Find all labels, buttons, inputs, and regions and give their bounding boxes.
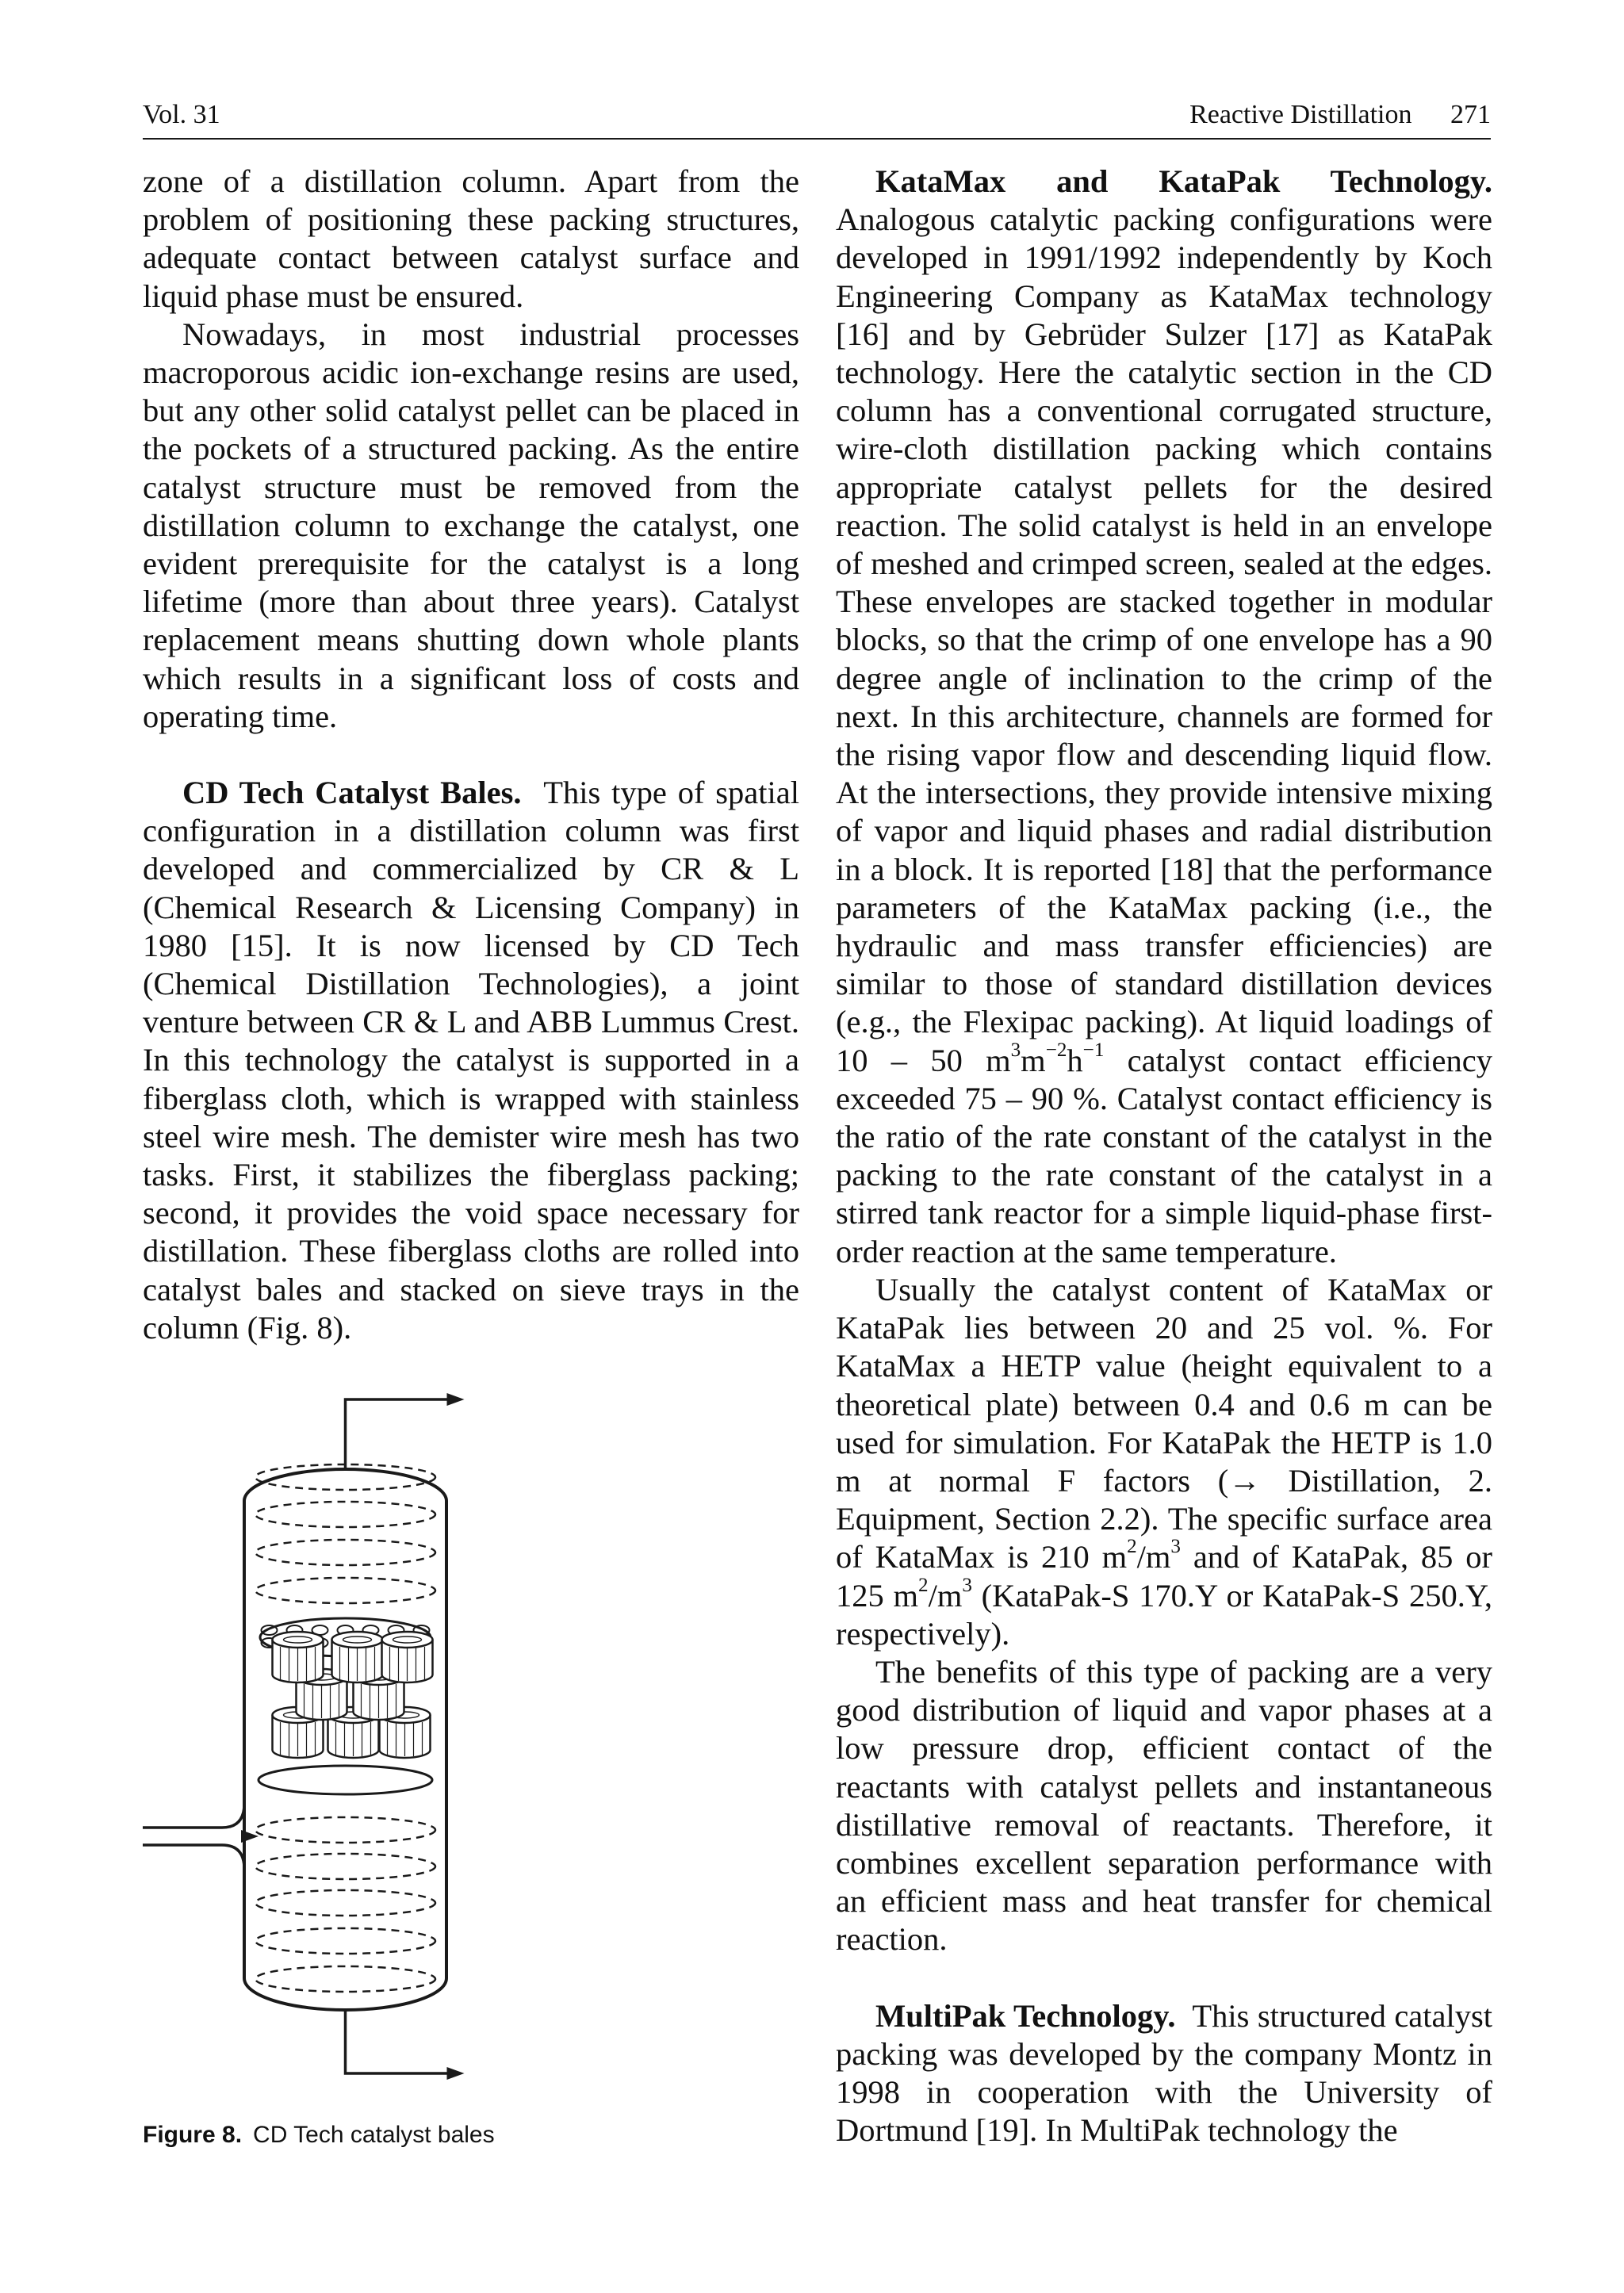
paragraph-benefits: The benefits of this type of packing are a very good distribution of liquid and vapor phases at a low pressure drop, efficient contact of the reactants with catalyst pellets and instantaneous distillative removal of reactants. Therefore, it combines excellent separation performance with an efficient mass and heat transfer for chemical reaction. [836,1653,1492,1958]
paragraph-zone: zone of a distillation column. Apart from the problem of positioning these packing structures, adequate contact between catalyst surface and liquid phase must be ensured. [143,163,799,314]
volume-label: Vol. 31 [143,100,220,129]
katamax-text-2: catalyst contact efficiency exceeded 75 – 90 %. Catalyst contact efficiency is the ratio of the rate constant of the catalyst in the packing to the rate constant of the catalyst in a stirred tank reactor for a simple liquid-phase first-order reaction at the same temperature. [836,1042,1492,1269]
feed-inlet-upper [143,1804,244,1828]
usually-sup-2: 3 [1170,1536,1181,1558]
katamax-unit-h: h [1067,1042,1083,1078]
usually-text-1: Usually the catalyst content of KataMax or KataPak lies between 20 and 25 vol. %. For KataMax a HETP value (height equivalent to a theoretical plate) between 0.4 and 0.6 m can be used for simulation. For KataPak the HETP is 1.0 m at normal F factors (→ Distillation, 2. Equipment, Section 2.2). The specific surface area of KataMax is 210 m [836,1271,1492,1575]
cd-tech-text: This type of spatial configuration in a distillation column was first developed and commercialized by CR & L (Chemical Research & Licensing Company) in 1980 [15]. It is now licensed by CD Tech (Chemical Distillation Technologies), a joint venture between CR & L and ABB Lummus Crest. In this technology the catalyst is supported in a fiberglass cloth, which is wrapped with stainless steel wire mesh. The demister wire mesh has two tasks. First, it stabilizes the fiberglass packing; second, it provides the void space necessary for distillation. These fiberglass cloths are rolled into catalyst bales and stacked on sieve trays in the column (Fig. 8). [143,775,800,1346]
dashed-tray [255,1966,435,1992]
usually-text-2: and of KataPak, 85 or 125 m [836,1539,1492,1614]
katamax-sup-3: −1 [1082,1039,1105,1061]
support-plate [259,1766,432,1794]
usually-text-3: (KataPak-S 170.Y or KataPak-S 250.Y, respectively). [836,1577,1492,1652]
figure-8 [143,1384,799,2097]
left-column [143,163,799,1347]
multipak-text: This structured catalyst packing was developed by the company Montz in 1998 in cooperation with the University of Dortmund [19]. In MultiPak technology the [836,1997,1493,2149]
bottom-outlet-arrow [447,2067,465,2080]
dashed-tray [255,1502,435,1527]
dashed-tray [255,1817,435,1843]
page-number: 271 [1450,100,1491,129]
figure-caption-text: CD Tech catalyst bales [253,2122,495,2148]
usually-sup-3: 2 [918,1574,929,1596]
feed-inlet-lower [143,1845,244,1869]
section-title: Reactive Distillation [1189,100,1412,129]
usually-sup-4: 3 [962,1574,972,1596]
katamax-sup-1: 3 [1010,1039,1021,1061]
dashed-tray [255,1540,435,1565]
katamax-text-1: Analogous catalytic packing configurations were developed in 1991/1992 independently by Koch Engineering Company as KataMax technology [16] and by Gebrüder Sulzer [17] as KataPak technology. Here the catalytic section in the CD column has a conventional corrugated structure, wire-cloth distillation packing which contains appropriate catalyst pellets for the desired reaction. The solid catalyst is held in an envelope of meshed and crimped screen, sealed at the edges. These envelopes are stacked together in modular blocks, so that the crimp of one envelope has a 90 degree angle of inclination to the crimp of the next. In this architecture, channels are formed for the rising vapor flow and descending liquid flow. At the intersections, they provide intensive mixing of vapor and liquid phases and radial distribution in a block. It is reported [18] that the performance parameters of the KataMax packing (i.e., the hydraulic and mass transfer efficiencies) are similar to those of standard distillation devices (e.g., the Flexipac packing). At liquid loadings of 10 – 50 m [836,201,1492,1078]
usually-mid-1: /m [1136,1539,1171,1575]
katamax-sup-2: −2 [1045,1039,1067,1061]
bottom-outlet-pipe [346,2008,450,2073]
usually-mid-2: /m [928,1577,963,1614]
cd-tech-heading: CD Tech Catalyst Bales. [182,775,522,811]
catalyst-bale-top [332,1632,383,1648]
right-column [836,163,1492,2149]
dashed-tray [255,1928,435,1954]
usually-sup-1: 2 [1127,1536,1137,1558]
dashed-tray [255,1890,435,1916]
katamax-heading: KataMax and KataPak Technology. [875,163,1492,199]
paragraph-cd-tech [143,774,799,1347]
paragraph-multipak [836,1997,1492,2150]
paragraph-usually [836,1271,1492,1653]
figure-caption [143,2122,495,2149]
catalyst-bale-top [382,1632,433,1648]
running-header [143,97,1491,140]
top-outlet-pipe [346,1399,450,1468]
paragraph-nowadays: Nowadays, in most industrial processes macroporous acidic ion-exchange resins are used, but any other solid catalyst pellet can be placed in the pockets of a structured packing. As the entire catalyst structure must be removed from the distillation column to exchange the catalyst, one evident prerequisite for the catalyst is a long lifetime (more than about three years). Catalyst replacement means shutting down whole plants which results in a significant loss of costs and operating time. [143,316,799,734]
running-title [1189,100,1491,130]
catalyst-bales-diagram [143,1384,799,2097]
dashed-tray [255,1578,435,1603]
multipak-heading: MultiPak Technology. [875,1997,1176,2034]
dashed-tray [255,1854,435,1879]
figure-label: Figure 8. [143,2122,243,2148]
katamax-unit-m: m [1021,1042,1046,1078]
paragraph-katamax [836,163,1492,1271]
top-outlet-arrow [447,1393,465,1406]
catalyst-bale-top [273,1632,324,1648]
